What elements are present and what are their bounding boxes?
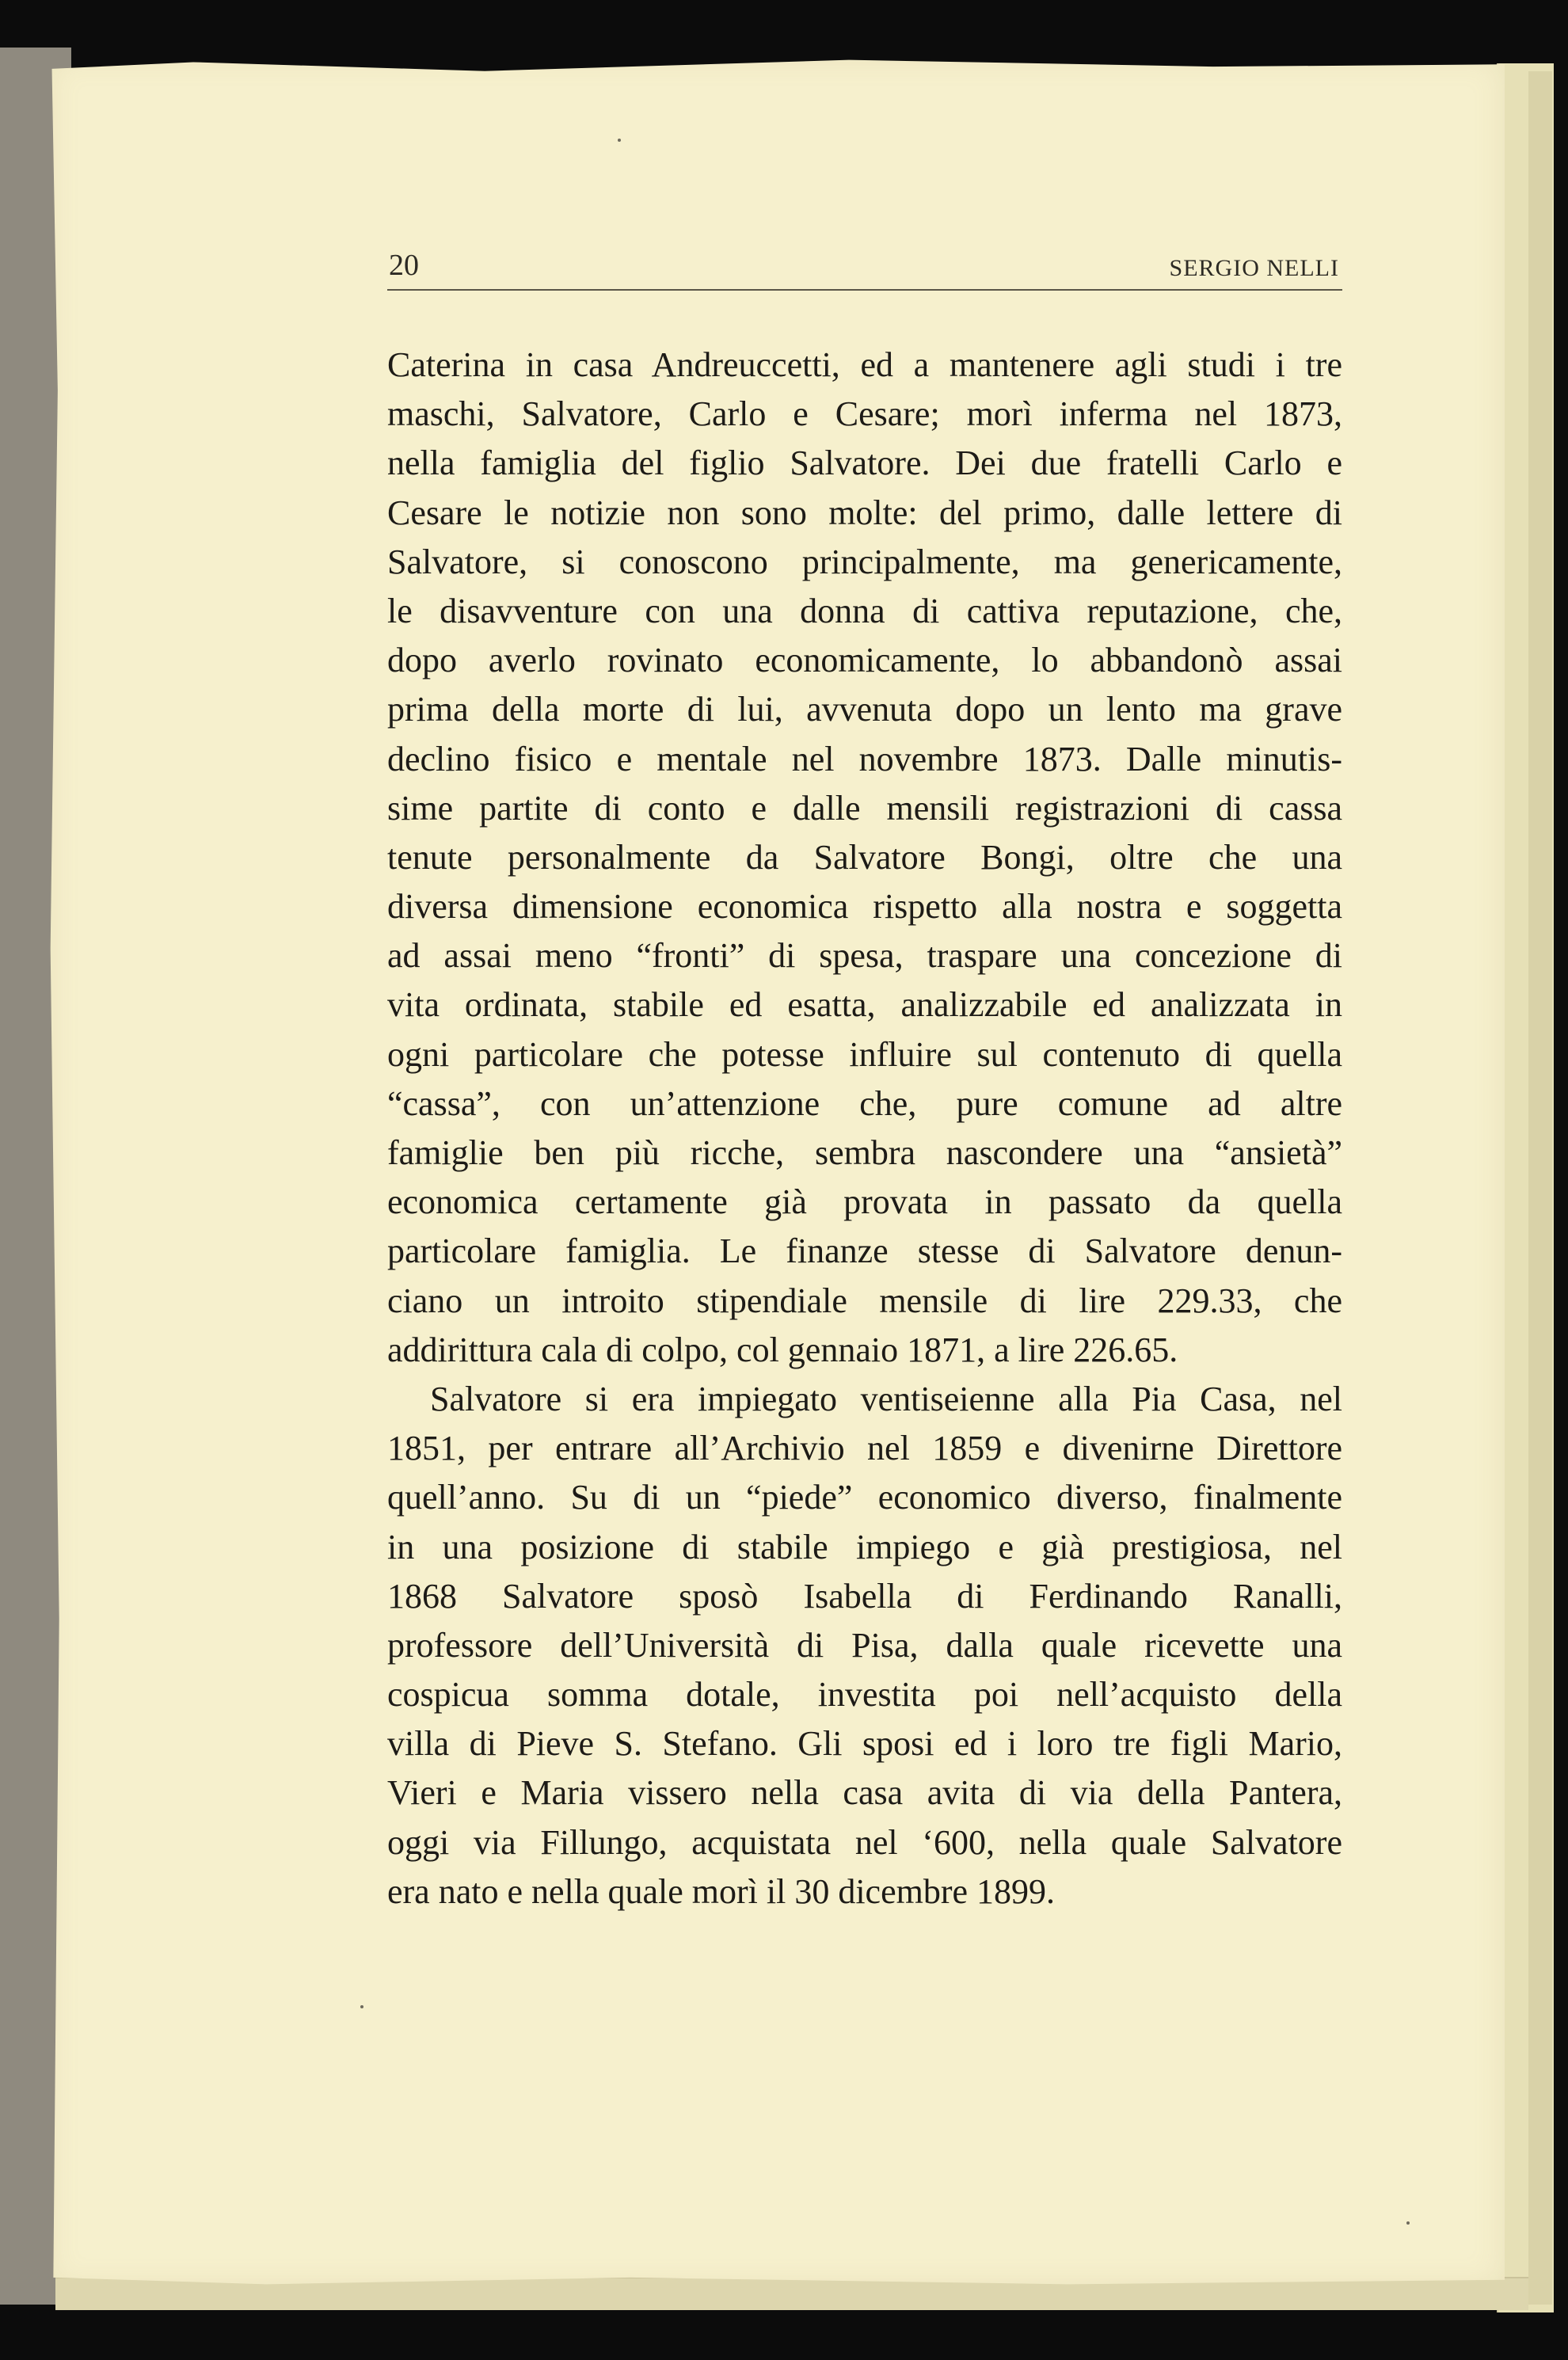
- text-line: professore dell’Università di Pisa, dalla quale ricevette una: [387, 1625, 1342, 1665]
- page-stack-edge-inner: [1528, 71, 1552, 2305]
- paper-speck: [360, 2005, 363, 2008]
- text-line: sime partite di conto e dalle mensili registrazioni di cassa: [387, 788, 1342, 828]
- text-line: vita ordinata, stabile ed esatta, analizzabile ed analizzata in: [387, 985, 1342, 1025]
- text-line: villa di Pieve S. Stefano. Gli sposi ed i loro tre figli Mario,: [387, 1724, 1342, 1764]
- text-line: Cesare le notizie non sono molte: del primo, dalle lettere di: [387, 493, 1342, 532]
- text-line: nella famiglia del figlio Salvatore. Dei due fratelli Carlo e: [387, 443, 1342, 483]
- text-line: oggi via Fillungo, acquistata nel ‘600, nella quale Salvatore: [387, 1822, 1342, 1862]
- page-header: [387, 248, 1342, 291]
- running-head: SERGIO NELLI: [1169, 255, 1339, 281]
- text-line: in una posizione di stabile impiego e già prestigiosa, nel: [387, 1527, 1342, 1566]
- text-line: quell’anno. Su di un “piede” economico diverso, finalmente: [387, 1478, 1342, 1517]
- text-line: tenute personalmente da Salvatore Bongi, oltre che una: [387, 837, 1342, 877]
- paragraph-1: [387, 341, 1342, 1375]
- text-line: 1868 Salvatore sposò Isabella di Ferdinando Ranalli,: [387, 1576, 1342, 1616]
- text-line: prima della morte di lui, avvenuta dopo un lento ma grave: [387, 690, 1342, 729]
- paper-speck: [1406, 2221, 1410, 2225]
- text-line: particolare famiglia. Le finanze stesse di Salvatore denun-: [387, 1231, 1342, 1271]
- paper-speck: [618, 139, 621, 142]
- text-line: diversa dimensione economica rispetto alla nostra e soggetta: [387, 887, 1342, 927]
- text-line: le disavventure con una donna di cattiva reputazione, che,: [387, 591, 1342, 630]
- text-line: Caterina in casa Andreuccetti, ed a mantenere agli studi i tre: [387, 345, 1342, 384]
- text-line: ogni particolare che potesse influire sul contenuto di quella: [387, 1034, 1342, 1074]
- text-line: declino fisico e mentale nel novembre 1873. Dalle minutis-: [387, 739, 1342, 778]
- text-line: cospicua somma dotale, investita poi nell’acquisto della: [387, 1675, 1342, 1715]
- text-line: ciano un introito stipendiale mensile di lire 229.33, che: [387, 1281, 1342, 1320]
- text-line: dopo averlo rovinato economicamente, lo abbandonò assai: [387, 641, 1342, 680]
- text-line: maschi, Salvatore, Carlo e Cesare; morì inferma nel 1873,: [387, 394, 1342, 434]
- paragraph-2: [387, 1375, 1342, 1917]
- body-text: [387, 341, 1342, 1917]
- text-line: ad assai meno “fronti” di spesa, traspare una concezione di: [387, 936, 1342, 976]
- text-line: era nato e nella quale morì il 30 dicembre 1899.: [387, 1871, 1056, 1911]
- text-line: “cassa”, con un’attenzione che, pure comune ad altre: [387, 1083, 1342, 1123]
- text-line: Salvatore, si conoscono principalmente, ma genericamente,: [387, 542, 1342, 581]
- text-line: Vieri e Maria vissero nella casa avita di via della Pantera,: [387, 1773, 1342, 1813]
- text-line: 1851, per entrare all’Archivio nel 1859 e divenirne Direttore: [387, 1429, 1342, 1468]
- page-number: 20: [389, 249, 419, 282]
- text-line: addirittura cala di colpo, col gennaio 1871, a lire 226.65.: [387, 1330, 1178, 1369]
- text-line: economica certamente già provata in passato da quella: [387, 1182, 1342, 1222]
- text-line: Salvatore si era impiegato ventiseienne alla Pia Casa, nel: [430, 1379, 1342, 1418]
- text-line: famiglie ben più ricche, sembra nascondere una “ansietà”: [387, 1133, 1342, 1172]
